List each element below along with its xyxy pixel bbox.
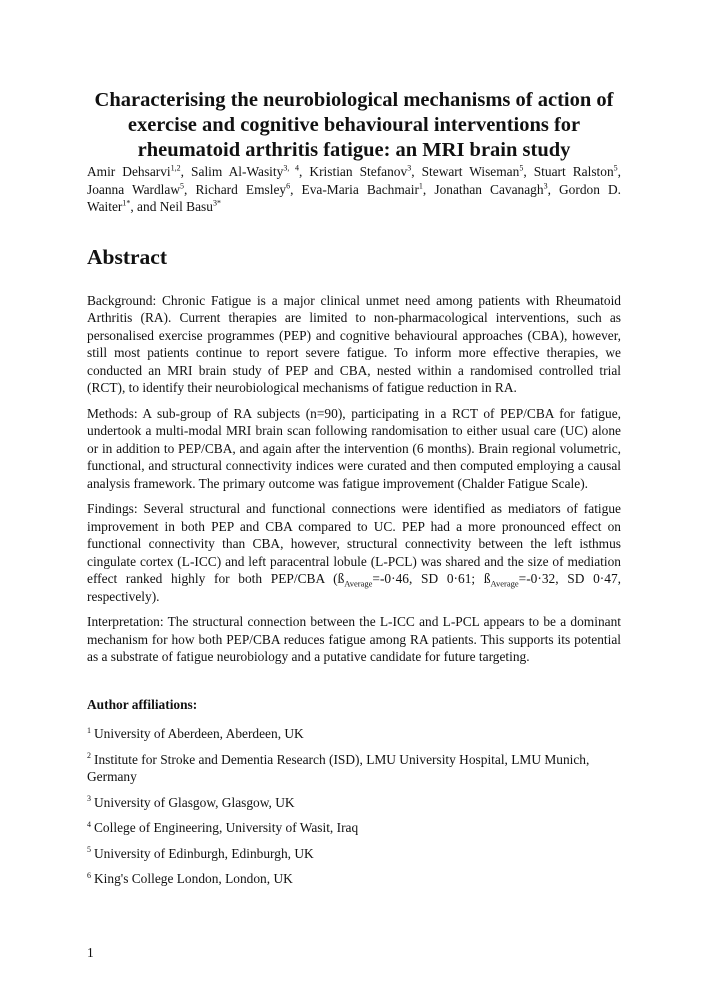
- author: Neil Basu$^{3*}$: [159, 198, 221, 214]
- author: Joanna Wardlaw$^5$,: [87, 181, 196, 197]
- author: Jonathan Cavanagh$^3$,: [434, 181, 560, 197]
- author: Eva-Maria Bachmair$^1$,: [301, 181, 435, 197]
- affiliation-item: $^4$ College of Engineering, University of Wasit, Iraq: [87, 819, 359, 835]
- affiliations-heading: Author affiliations:: [87, 696, 198, 712]
- author: Salim Al-Wasity$^{3, 4}$,: [191, 163, 310, 179]
- affiliation-item: $^6$ King's College London, London, UK: [87, 870, 293, 886]
- paper-title: Characterising the neurobiological mechanisms of action of exercise and cognitive behavioural interventions for rheumatoid arthritis fatigue: an MRI brain study: [94, 89, 614, 161]
- author: Richard Emsley$^6$,: [195, 181, 302, 197]
- abstract-methods: Methods: A sub-group of RA subjects (n=90), participating in a RCT of PEP/CBA for fatigue, undertook a multi-modal MRI brain scan following randomisation to either usual care (UC) alone or in addition to PEP/CBA, and again after the intervention (6 months). Brain regional volumetric, functional, and structural connectivity indices were curated and then computed employing a causal analysis framework. The primary outcome was fatigue improvement (Chalder Fatigue Scale).: [87, 405, 621, 491]
- abstract-interpretation: Interpretation: The structural connection between the L-ICC and L-PCL appears to be a dominant mechanism for how both PEP/CBA reduces fatigue among RA patients. This supports its potential as a substrate of fatigue neurobiology and a putative candidate for future targeting.: [87, 614, 621, 664]
- affiliation-item: $^1$ University of Aberdeen, Aberdeen, UK: [87, 725, 304, 741]
- author: Stewart Wiseman$^5$,: [421, 163, 534, 179]
- affiliation-item: $^3$ University of Glasgow, Glasgow, UK: [87, 794, 295, 810]
- author: Stuart Ralston$^5$,: [533, 163, 622, 179]
- author: Amir Dehsarvi$^{1,2}$,: [87, 163, 192, 179]
- abstract-heading: Abstract: [87, 244, 168, 269]
- author-list: [87, 163, 621, 216]
- affiliation-item: $^2$ Institute for Stroke and Dementia Research (ISD), LMU University Hospital, LMU Munich, Germany: [87, 751, 590, 784]
- affiliation-item: $^5$ University of Edinburgh, Edinburgh, UK: [87, 845, 314, 861]
- affiliation-list: [87, 725, 621, 888]
- author: Kristian Stefanov$^3$,: [309, 163, 422, 179]
- paper-page: [87, 88, 621, 896]
- abstract-background: Background: Chronic Fatigue is a major clinical unmet need among patients with Rheumatoid Arthritis (RA). Current therapies are limited to non-pharmacological interventions, such as personalised exercise programmes (PEP) and cognitive behavioural approaches (CBA), however, still most patients continue to report severe fatigue. To inform more effective therapies, we conducted an MRI brain study of PEP and CBA, nested within a randomised controlled trial (RCT), to identify their neurobiological mechanisms of fatigue reduction in RA.: [87, 292, 621, 395]
- abstract-findings: Findings: Several structural and functional connections were identified as mediators of fatigue improvement in both PEP and CBA compared to UC. PEP had a more pronounced effect on functional connectivity than CBA, however, structural connectivity between the left isthmus cingulate cortex (L-ICC) and left paracentral lobule (L-PCL) was shared and the size of mediation effect ranked highly for both PEP/CBA ($ß_{Average}=-0\cdot 46$, SD 0·61; $ß_{Average}=-0\cdot 32$, SD 0·47, respectively).: [87, 501, 621, 604]
- author: Gordon D. Waiter$^{1*}$, and: [87, 181, 622, 214]
- page-number: 1: [87, 945, 94, 960]
